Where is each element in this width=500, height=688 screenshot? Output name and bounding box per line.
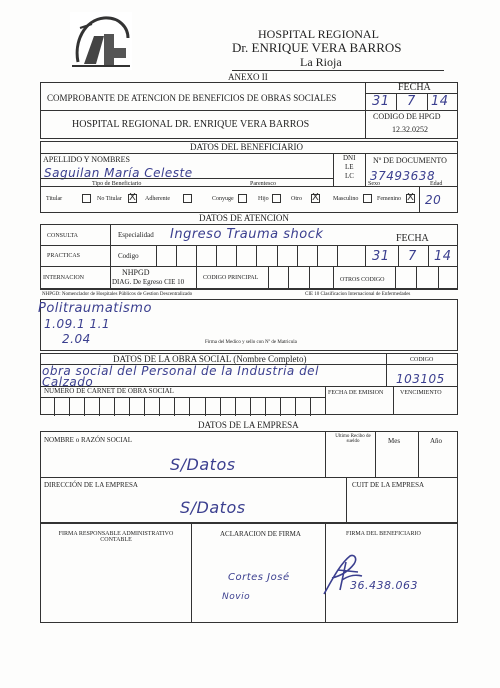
titular-checkbox[interactable]: [82, 194, 91, 203]
beneficiary-signature-scribble: [318, 550, 376, 602]
attention-month: 7: [408, 249, 417, 264]
receipt-month: 7: [407, 94, 416, 109]
diagnosis-line2: 1.09.1 1.1: [44, 317, 111, 331]
diag-label: DIAG. De Egreso CIE 10: [112, 278, 185, 286]
company-section: DATOS DE LA EMPRESA: [198, 420, 299, 430]
doc-number-value: 37493638: [370, 169, 436, 183]
nhpgd-footnote: NHPGD: Nomenclador de Hospitales Públicos de Gestion Descentralizado: [42, 292, 193, 297]
company-address-value: S/Datos: [180, 498, 246, 517]
beneficiary-type-label: Tipo de Beneficiario: [92, 181, 142, 187]
hijo-checkbox[interactable]: [272, 194, 281, 203]
receipt-day: 31: [372, 94, 390, 109]
specialty-label: Especialidad: [118, 231, 154, 239]
cuit-label: CUIT DE LA EMPRESA: [352, 481, 425, 489]
practicas-code-cells: [156, 245, 357, 266]
doc-number-label: Nº DE DOCUMENTO: [373, 156, 447, 165]
insurance-name-line2: Calzado: [42, 375, 94, 389]
age-value: 20: [425, 193, 442, 207]
diagnosis-line3: 2.04: [62, 332, 91, 346]
specialty-value: Ingreso Trauma shock: [170, 227, 324, 242]
receipt-title: COMPROBANTE DE ATENCION DE BENEFICIOS DE OBRAS SOCIALES: [47, 93, 337, 103]
emision-label: FECHA DE EMISION: [328, 390, 384, 396]
clarification-label: ACLARACION DE FIRMA: [220, 530, 301, 538]
receipt-hospital: HOSPITAL REGIONAL DR. ENRIQUE VERA BARROS: [72, 119, 310, 130]
otro-label: Otro: [291, 196, 302, 202]
no-titular-mark: X: [129, 192, 137, 203]
clarification-relation: Novio: [222, 592, 251, 602]
beneficiary-name: Saguilan María Celeste: [44, 166, 193, 180]
doc-type-le: LE: [345, 163, 354, 171]
adherente-label: Adherente: [145, 196, 170, 202]
sex-label: Sexo: [368, 181, 380, 187]
titular-label: Titular: [46, 196, 63, 202]
otros-codigo-cells: [395, 266, 459, 289]
carnet-cells: [40, 397, 325, 416]
codigo-label: Codigo: [118, 252, 139, 260]
otros-codigo-label: OTROS CODIGO: [340, 277, 385, 283]
consulta-label: CONSULTA: [47, 233, 78, 239]
attention-year: 14: [434, 249, 452, 264]
cie10-footnote: CIE 10 Clasificacion Internacional de Enfermedades: [305, 292, 411, 297]
beneficiary-signature-number: 36.438.063: [350, 579, 418, 592]
last-receipt-label: Ultimo Recibo de sueldo: [335, 434, 371, 444]
femenino-mark: X: [407, 192, 415, 203]
admin-signature-label: FIRMA RESPONSABLE ADMINISTRATIVO CONTABLE: [58, 531, 174, 543]
attention-date-label: FECHA: [396, 233, 429, 244]
masculino-checkbox[interactable]: [363, 194, 372, 203]
company-name-value: S/Datos: [170, 455, 236, 474]
doctor-signature-label: Firma del Medico y sello con Nº de Matricula: [205, 340, 297, 345]
insurance-code-value: 103105: [396, 372, 445, 386]
codigo-principal-label: CODIGO PRINCIPAL: [203, 275, 259, 281]
relationship-label: Parentesco: [250, 181, 276, 187]
carnet-label: NUMERO DE CARNET DE OBRA SOCIAL: [44, 387, 174, 395]
insurance-name-line1: obra social del Personal de la Industria del: [42, 364, 319, 378]
hpgd-label: CODIGO DE HPGD: [373, 112, 441, 121]
hospital-logo: [70, 12, 132, 70]
hospital-city: La Rioja: [300, 55, 342, 69]
attention-section: DATOS DE ATENCION: [199, 213, 289, 223]
femenino-label: Femenino: [377, 196, 401, 202]
otro-mark: X: [312, 192, 320, 203]
diagnosis-line1: Politraumatismo: [38, 301, 152, 316]
hpgd-value: 12.32.0252: [392, 125, 428, 134]
age-label: Edad: [430, 181, 443, 187]
name-label: APELLIDO Y NOMBRES: [43, 155, 130, 164]
insurance-code-label: CODIGO: [410, 357, 434, 363]
annex-label: ANEXO II: [228, 72, 268, 82]
doc-type-dni: DNI: [343, 154, 356, 162]
conyuge-checkbox[interactable]: [238, 194, 247, 203]
month-label: Mes: [388, 437, 401, 445]
beneficiary-section: DATOS DEL BENEFICIARIO: [190, 142, 304, 152]
hospital-name: Dr. ENRIQUE VERA BARROS: [232, 40, 402, 55]
receipt-year: 14: [431, 94, 449, 109]
no-titular-label: No Titular: [97, 196, 122, 202]
company-name-label: NOMBRE o RAZÓN SOCIAL: [44, 436, 133, 444]
practicas-label: PRACTICAS: [47, 253, 81, 259]
year-label: Año: [430, 437, 443, 445]
hijo-label: Hijo: [258, 196, 269, 202]
conyuge-label: Conyuge: [212, 196, 234, 202]
beneficiary-signature-label: FIRMA DEL BENEFICIARIO: [346, 531, 421, 537]
codigo-principal-cells: [268, 266, 329, 289]
clarification-name: Cortes José: [228, 572, 290, 583]
nhpgd-label: NHPGD: [122, 268, 150, 277]
header-rule: [232, 70, 444, 71]
vencimiento-label: VENCIMIENTO: [400, 390, 442, 396]
insurance-section: DATOS DE LA OBRA SOCIAL (Nombre Completo): [113, 354, 307, 364]
adherente-checkbox[interactable]: [183, 194, 192, 203]
attention-day: 31: [372, 249, 390, 264]
receipt-date-label: FECHA: [398, 82, 431, 93]
company-address-label: DIRECCIÓN DE LA EMPRESA: [44, 481, 138, 489]
hospital-title: HOSPITAL REGIONAL: [258, 27, 379, 41]
masculino-label: Masculino: [333, 196, 359, 202]
doc-type-lc: LC: [345, 172, 354, 180]
internacion-label: INTERNACION: [43, 275, 84, 281]
